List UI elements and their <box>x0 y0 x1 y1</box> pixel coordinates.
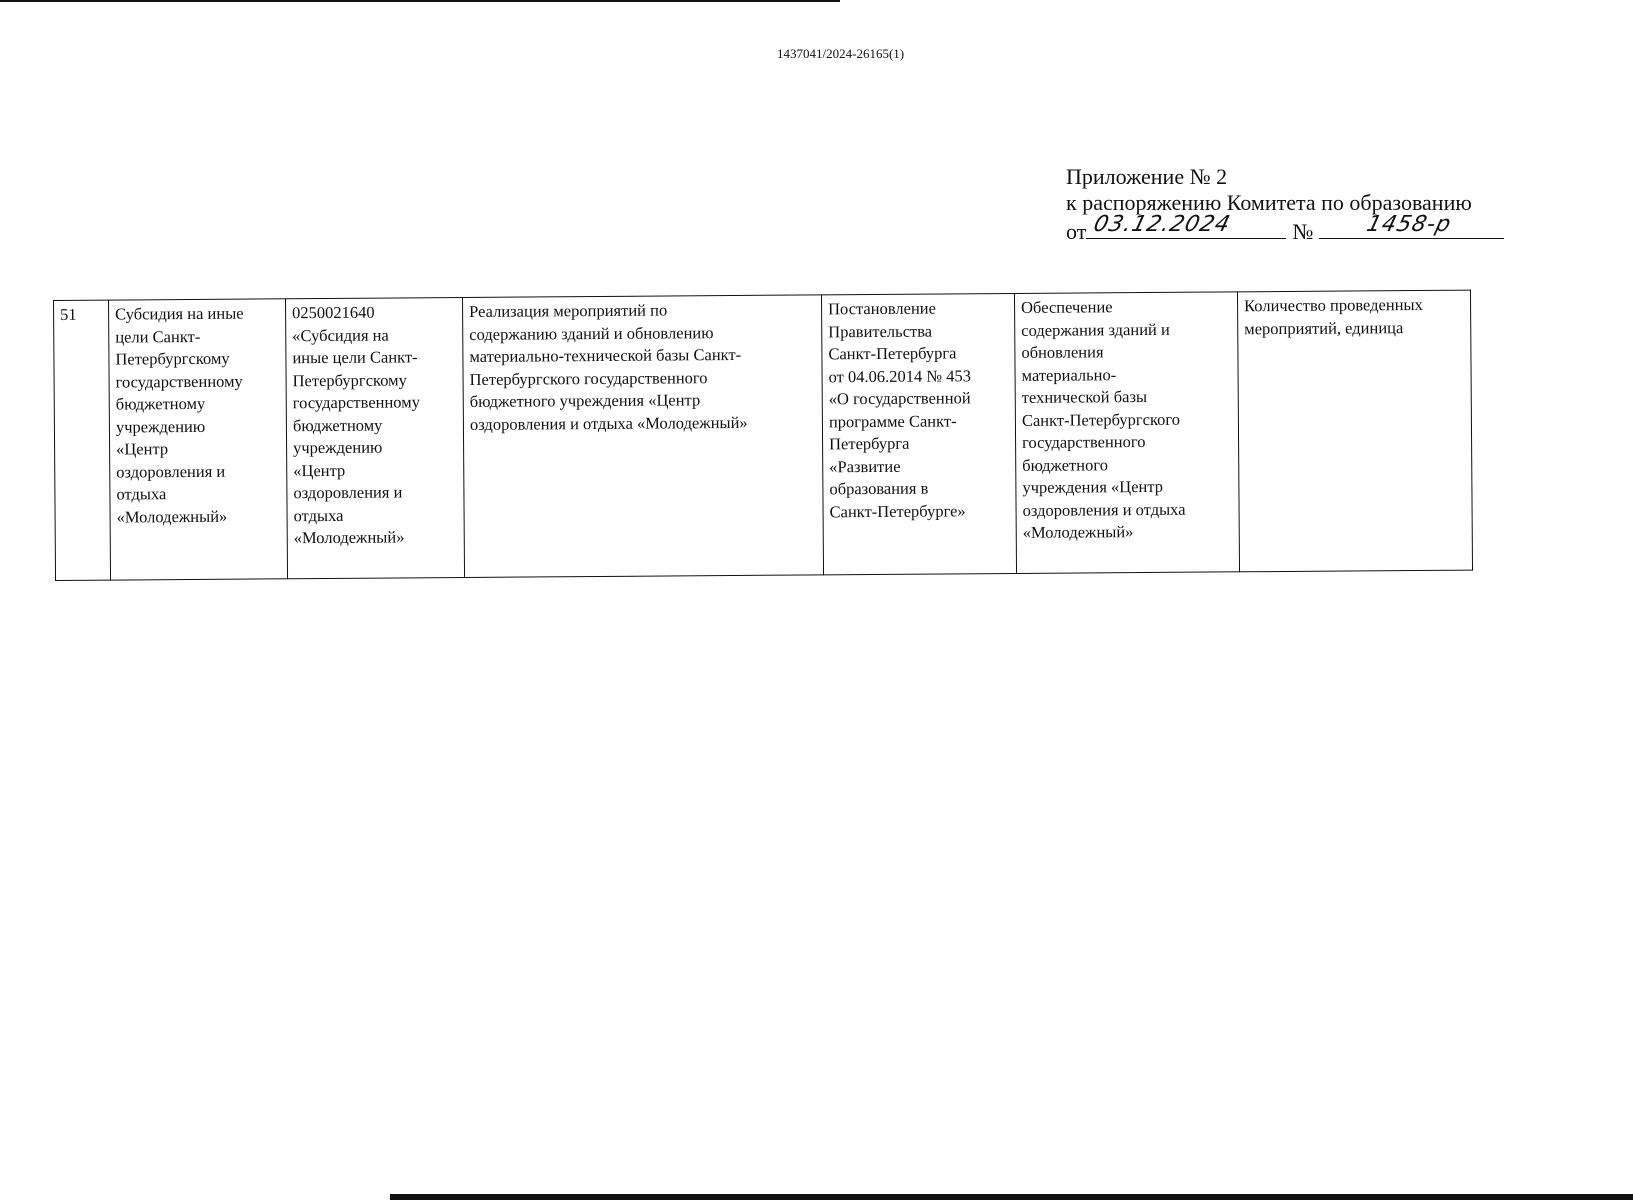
appendix-title: Приложение № 2 <box>1066 164 1228 189</box>
cell-indicator: Количество проведенных мероприятий, единица <box>1237 290 1472 572</box>
handwritten-number: 1458-р <box>1364 212 1455 237</box>
appendix-date-number-line <box>1066 212 1536 245</box>
number-signature-line <box>1319 212 1504 239</box>
cell-purpose: Реализация мероприятий по содержанию зданий и обновлению материально-технической базы Санкт- Петербургского государственного бюджетного учреждения «Центр оздоровления и отдыха «Молодежный» <box>462 295 823 578</box>
cell-code: 0250021640 «Субсидия на иные цели Санкт- Петербургскому государственному бюджетному учреждению «Центр оздоровления и отдыха «Молодежный» <box>285 297 464 578</box>
number-label: № <box>1292 219 1314 244</box>
cell-basis: Постановление Правительства Санкт-Петербурга от 04.06.2014 № 453 «О государственной программе Санкт- Петербурга «Развитие образования в Санкт-Петербурге» <box>821 293 1016 574</box>
scan-edge-bottom <box>390 1194 1633 1200</box>
handwritten-date: 03.12.2024 <box>1091 212 1234 237</box>
scan-edge-top <box>0 0 840 2</box>
date-signature-line <box>1086 212 1286 239</box>
cell-recipient: Субсидия на иные цели Санкт- Петербургскому государственному бюджетному учреждению «Центр оздоровления и отдыха «Молодежный» <box>109 299 288 580</box>
appendix-header <box>1066 164 1536 245</box>
registration-number: 1437041/2024-26165(1) <box>777 46 905 61</box>
table-row <box>54 290 1473 580</box>
subsidy-table <box>53 290 1473 581</box>
from-label: от <box>1066 219 1087 244</box>
cell-result: Обеспечение содержания зданий и обновления материально- технической базы Санкт-Петербургского государственного бюджетного учреждения «Центр оздоровления и отдыха «Молодежный» <box>1014 292 1239 574</box>
cell-number: 51 <box>54 300 111 580</box>
appendix-order-ref: к распоряжению Комитета по образованию <box>1066 190 1472 215</box>
